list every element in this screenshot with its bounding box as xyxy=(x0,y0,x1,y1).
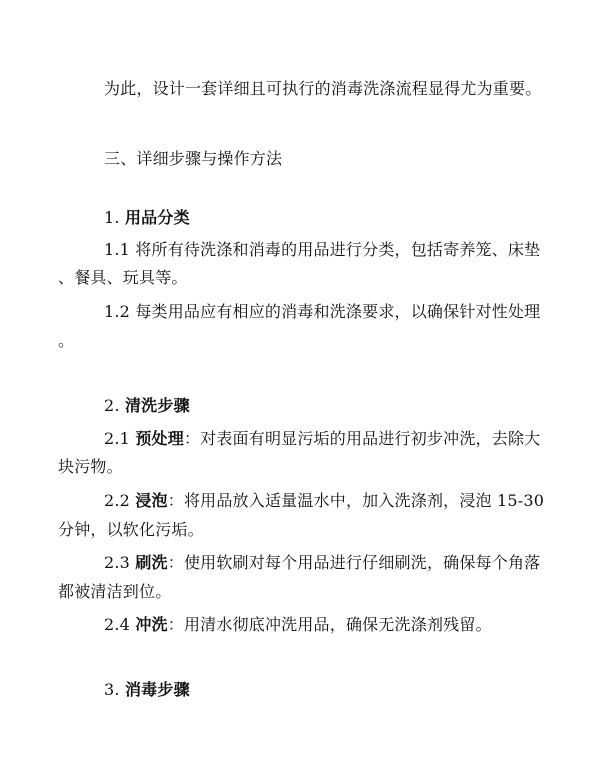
item-2-3-line-2 xyxy=(58,582,171,602)
item-1-1-line-2 xyxy=(58,268,188,288)
part-1-heading-title: 用品分类 xyxy=(124,208,190,227)
item-1-2-line-2 xyxy=(58,331,74,351)
item-2-4-term: 冲洗 xyxy=(135,615,168,634)
part-1-heading xyxy=(104,208,190,228)
item-2-4-text-1: ：用清水彻底冲洗用品，确保无洗涤剂残留。 xyxy=(167,615,492,634)
item-2-1-line-1 xyxy=(104,429,540,449)
item-2-4-number: 2.4 xyxy=(104,615,131,634)
part-2-heading-number: 2. xyxy=(104,396,120,415)
item-2-1-text-2: 块污物。 xyxy=(58,457,123,476)
item-1-2-text-1: 1.2 每类用品应有相应的消毒和洗涤要求，以确保针对性处理 xyxy=(104,302,541,321)
intro-paragraph xyxy=(104,79,541,99)
item-1-1-text-1: 1.1 将所有待洗涤和消毒的用品进行分类，包括寄养笼、床垫 xyxy=(104,240,541,259)
item-1-1-line-1 xyxy=(104,240,540,260)
item-1-1-text-2: 、餐具、玩具等。 xyxy=(58,268,188,287)
item-1-2-line-1 xyxy=(104,302,540,322)
item-2-2-text-1: ：将用品放入适量温水中，加入洗涤剂，浸泡 15-30 xyxy=(167,491,545,510)
section-3-title xyxy=(104,149,282,169)
part-1-heading-number: 1. xyxy=(104,208,120,227)
item-2-3-text-1: ：使用软刷对每个用品进行仔细刷洗，确保每个角落 xyxy=(167,553,541,572)
item-2-3-term: 刷洗 xyxy=(135,553,168,572)
item-2-2-line-2 xyxy=(58,520,204,540)
item-2-1-term: 预处理 xyxy=(135,429,184,448)
item-2-1-text-1: ：对表面有明显污垢的用品进行初步冲洗，去除大 xyxy=(183,429,541,448)
part-2-heading-title: 清洗步骤 xyxy=(124,396,190,415)
item-2-3-line-1 xyxy=(104,553,540,573)
item-2-3-number: 2.3 xyxy=(104,553,131,572)
item-2-1-number: 2.1 xyxy=(104,429,131,448)
item-1-2-text-2: 。 xyxy=(58,331,75,350)
part-3-heading-number: 3. xyxy=(104,680,120,699)
part-3-heading-title: 消毒步骤 xyxy=(124,680,190,699)
item-2-2-term: 浸泡 xyxy=(135,491,168,510)
item-2-3-text-2: 都被清洁到位。 xyxy=(58,582,172,601)
part-3-heading xyxy=(104,680,190,700)
section-3-title-text: 三、详细步骤与操作方法 xyxy=(104,149,283,168)
part-2-heading xyxy=(104,396,190,416)
item-2-2-number: 2.2 xyxy=(104,491,131,510)
intro-text: 为此，设计一套详细且可执行的消毒洗涤流程显得尤为重要。 xyxy=(104,79,542,98)
item-2-2-line-1 xyxy=(104,491,544,511)
item-2-1-line-2 xyxy=(58,457,123,477)
item-2-2-text-2: 分钟，以软化污垢。 xyxy=(58,520,204,539)
item-2-4-line-1 xyxy=(104,615,492,635)
